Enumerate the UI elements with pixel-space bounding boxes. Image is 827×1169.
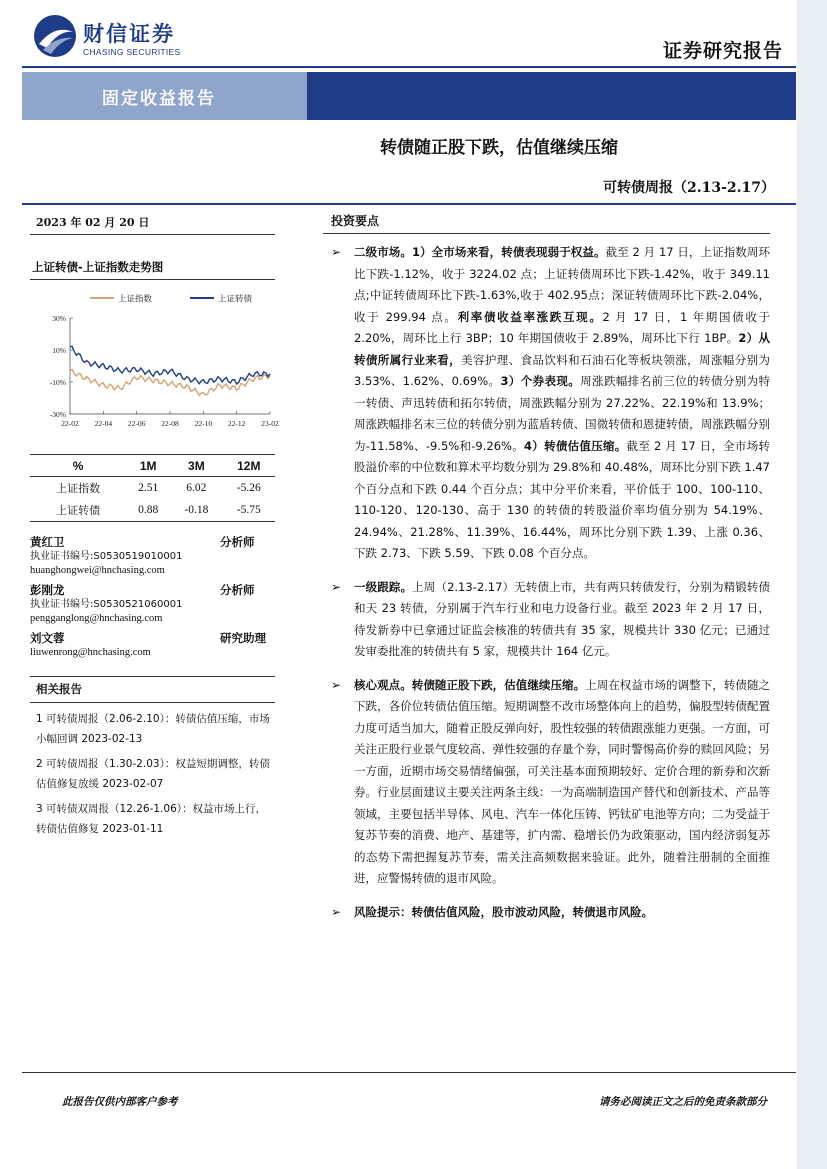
table-header-cell: 1M [126, 455, 170, 477]
key-point-text: 截至 2 月 17 日，全市场转股溢价率的中位数和算术平均数分别为 29.8%和 40.48%，周环比分别下跌 1.47 个百分点和下跌 0.44 个百分点；其中分平价来看，平价低于 100、100-110、110-120、120-130、高于 130 的转债的转股溢价率均值分别为 54.19%、24.94%、21.28%、11.39%、16.44%，周环比分别下跌 1.39、上涨 0.36、下跌 2.73、下跌 5.59、下跌 0.08 个百分点。 [354, 438, 770, 560]
key-point-emphasis: 风险提示：转债估值风险，股市波动风险，转债退市风险。 [354, 904, 653, 919]
company-logo [33, 14, 193, 58]
page-edge-strip [797, 0, 827, 1169]
table-header-row [30, 455, 275, 477]
key-point-emphasis: 核心观点。转债随正股下跌，估值继续压缩。 [354, 677, 586, 692]
key-point-text: 2 月 17 日，1 年期国债收于 2.20%，周环比上行 3BP；10 年期国债收于 2.89%，周环比下行 1BP。 [354, 309, 770, 345]
table-cell: 0.88 [138, 504, 159, 516]
key-point-item [323, 242, 770, 565]
table-cell: 2.51 [138, 482, 159, 494]
related-report-item[interactable]: 2 可转债周报（1.30-2.03）：权益短期调整，转债估值修复放缓 2023-02-07 [36, 758, 270, 790]
analyst-role: 分析师 [220, 583, 255, 597]
footer-disclaimer-left: 此报告仅供内部客户参考 [62, 1096, 178, 1108]
analyst-cert: 执业证书编号:S0530519010001 [30, 551, 183, 562]
report-subtitle: 可转债周报（2.13-2.17） [602, 180, 775, 196]
table-header-cell: % [30, 455, 126, 477]
table-row [30, 477, 275, 500]
related-report-item[interactable]: 3 可转债双周报（12.26-1.06）：权益市场上行，转债估值修复 2023-01-11 [36, 803, 266, 835]
table-cell: -5.26 [236, 482, 261, 494]
analyst-entry [30, 534, 275, 578]
key-point-item [323, 577, 770, 663]
category-banner-left [22, 72, 307, 120]
key-point-text: 截至 2 月 17 日，上证指数周环比下跌-1.12%，收于 3224.02 点；上证转债周环比下跌-1.42%，收于 349.11 点;中证转债周环比下跌-1.63%,收于 402.95点；深证转债周环比下跌-2.04%，收于 299.94 点。 [354, 245, 770, 324]
key-point-text: 上周在权益市场的调整下，转债随之下跌，各价位转债估值压缩。短期调整不改市场整体向上的趋势，偏股型转债配置力度可适当加大，随着正股反弹向好，股性较强的转债跟涨能力更强。一方面，可关注正股行业景气度较高、弹性较强的存量个券，同时警惕高价券的赎回风险；另一方面，近期市场交易情绪偏强，可关注基本面预期较好、定价合理的新券和次新券。行业层面建议主要关注两条主线：一为高端制造国产替代和创新技术、产品等领域，主要包括半导体、风电、汽车一体化压铸、钙钛矿电池等方向；二为受益于复苏节奏的消费、地产、基建等，扩内需、稳增长仍为政策驱动，国内经济弱复苏的态势下需把握复苏节奏，需关注高频数据来验证。此外，随着注册制的全面推进，应警惕转债的退市风险。 [354, 677, 770, 885]
analyst-entry [30, 582, 275, 626]
x-tick-label: 22-12 [227, 419, 246, 428]
x-tick-label: 22-02 [61, 419, 79, 428]
table-cell: -0.18 [184, 504, 209, 516]
key-point-emphasis: 利率债收益率涨跌互现。 [457, 309, 603, 324]
table-cell: 上证转债 [56, 504, 101, 517]
sidebar [30, 206, 279, 844]
chart-title: 上证转债-上证指数走势图 [30, 253, 275, 280]
report-date: 2023 年 02 月 20 日 [30, 206, 275, 235]
category-label: 固定收益报告 [102, 88, 216, 109]
arrow-bullet-icon: ➢ [331, 579, 342, 594]
report-title: 转债随正股下跌，估值继续压缩 [380, 138, 618, 158]
analyst-list [30, 534, 275, 660]
header-divider [22, 203, 796, 205]
x-tick-label: 22-10 [194, 419, 213, 428]
key-point-emphasis: 4）转债估值压缩。 [524, 438, 627, 453]
key-points-title: 投资要点 [323, 206, 770, 234]
key-point-text: 美容护理、食品饮料和石油石化等板块领涨，周涨幅分别为 3.53%、1.62%、0.69%。 [354, 352, 771, 388]
footer-divider [22, 1072, 796, 1073]
x-tick-label: 23-02 [261, 419, 279, 428]
series-line [70, 369, 270, 395]
category-banner [22, 72, 796, 120]
x-tick-label: 22-04 [94, 419, 113, 428]
y-tick-label: -30% [49, 410, 66, 419]
brand-name-cn: 财信证券 [83, 22, 175, 46]
analyst-name: 彭刚龙 [30, 583, 65, 597]
main-content [323, 206, 770, 923]
legend-label: 上证转债 [218, 294, 253, 305]
y-tick-label: 10% [52, 346, 66, 355]
analyst-email: huanghongwei@hnchasing.com [30, 565, 165, 576]
x-tick-label: 22-06 [127, 419, 146, 428]
table-cell: 上证指数 [56, 482, 101, 495]
table-cell: 6.02 [186, 482, 207, 494]
key-point-item [323, 902, 770, 924]
series-line [70, 346, 270, 384]
logo-mark-icon [33, 14, 77, 58]
table-row [30, 499, 275, 522]
arrow-bullet-icon: ➢ [331, 677, 342, 692]
trend-chart-svg [30, 282, 279, 452]
analyst-cert: 执业证书编号:S0530521060001 [30, 599, 183, 610]
key-point-emphasis: 二级市场。1）全市场来看，转债表现弱于权益。 [354, 245, 606, 259]
analyst-role: 研究助理 [220, 631, 266, 645]
key-point-emphasis: 2）从转债所属行业来看， [354, 331, 770, 367]
table-header-cell: 12M [223, 455, 275, 477]
analyst-email: pengganglong@hnchasing.com [30, 613, 163, 624]
y-tick-label: 30% [52, 314, 66, 323]
related-reports-list [30, 703, 275, 839]
key-point-text: 上周（2.13-2.17）无转债上市，共有两只转债发行，分别为精锻转债和天 23 转债，分别属于汽车行业和电力设备行业。截至 2023 年 2 月 17 日，待发新券中已拿通过证监会核准的转债共有 35 家，规模共计 330 亿元；已通过发审委批准的转债共有 5 家，规模共计 164 亿元。 [354, 579, 771, 658]
top-divider [22, 66, 796, 68]
analyst-entry [30, 630, 275, 660]
legend-label: 上证指数 [118, 294, 153, 305]
related-report-item[interactable]: 1 可转债周报（2.06-2.10）：转债估值压缩，市场小幅回调 2023-02-13 [36, 713, 270, 745]
key-points-list [323, 242, 770, 923]
key-point-item [323, 675, 770, 890]
key-point-emphasis: 一级跟踪。 [354, 579, 413, 594]
category-banner-right [307, 72, 796, 120]
report-kind: 证券研究报告 [662, 40, 783, 62]
analyst-email: liuwenrong@hnchasing.com [30, 647, 151, 658]
analyst-name: 刘文蓉 [30, 631, 65, 645]
performance-table [30, 454, 275, 522]
key-point-emphasis: 3）个券表现。 [500, 374, 581, 388]
arrow-bullet-icon: ➢ [331, 245, 342, 259]
related-reports-title: 相关报告 [30, 676, 275, 703]
x-tick-label: 22-08 [161, 419, 179, 428]
analyst-name: 黄红卫 [30, 535, 65, 549]
table-header-cell: 3M [170, 455, 222, 477]
analyst-role: 分析师 [220, 535, 255, 549]
table-cell: -5.75 [236, 504, 261, 516]
key-point-text: 周涨跌幅排名前三位的转债分别为特一转债、声迅转债和拓尔转债，周涨跌幅分别为 27.22%、22.19%和 13.9%；周涨跌幅排名末三位的转债分别为蓝盾转债、国微转债和恩捷转债，周涨跌幅分别为-11.58%、-9.5%和-9.26%。 [354, 374, 770, 453]
arrow-bullet-icon: ➢ [331, 904, 342, 919]
footer-disclaimer-right: 请务必阅读正文之后的免责条款部分 [599, 1096, 767, 1108]
trend-chart [30, 282, 279, 452]
y-tick-label: -10% [49, 378, 66, 387]
brand-name-en: CHASING SECURITIES [83, 47, 181, 57]
